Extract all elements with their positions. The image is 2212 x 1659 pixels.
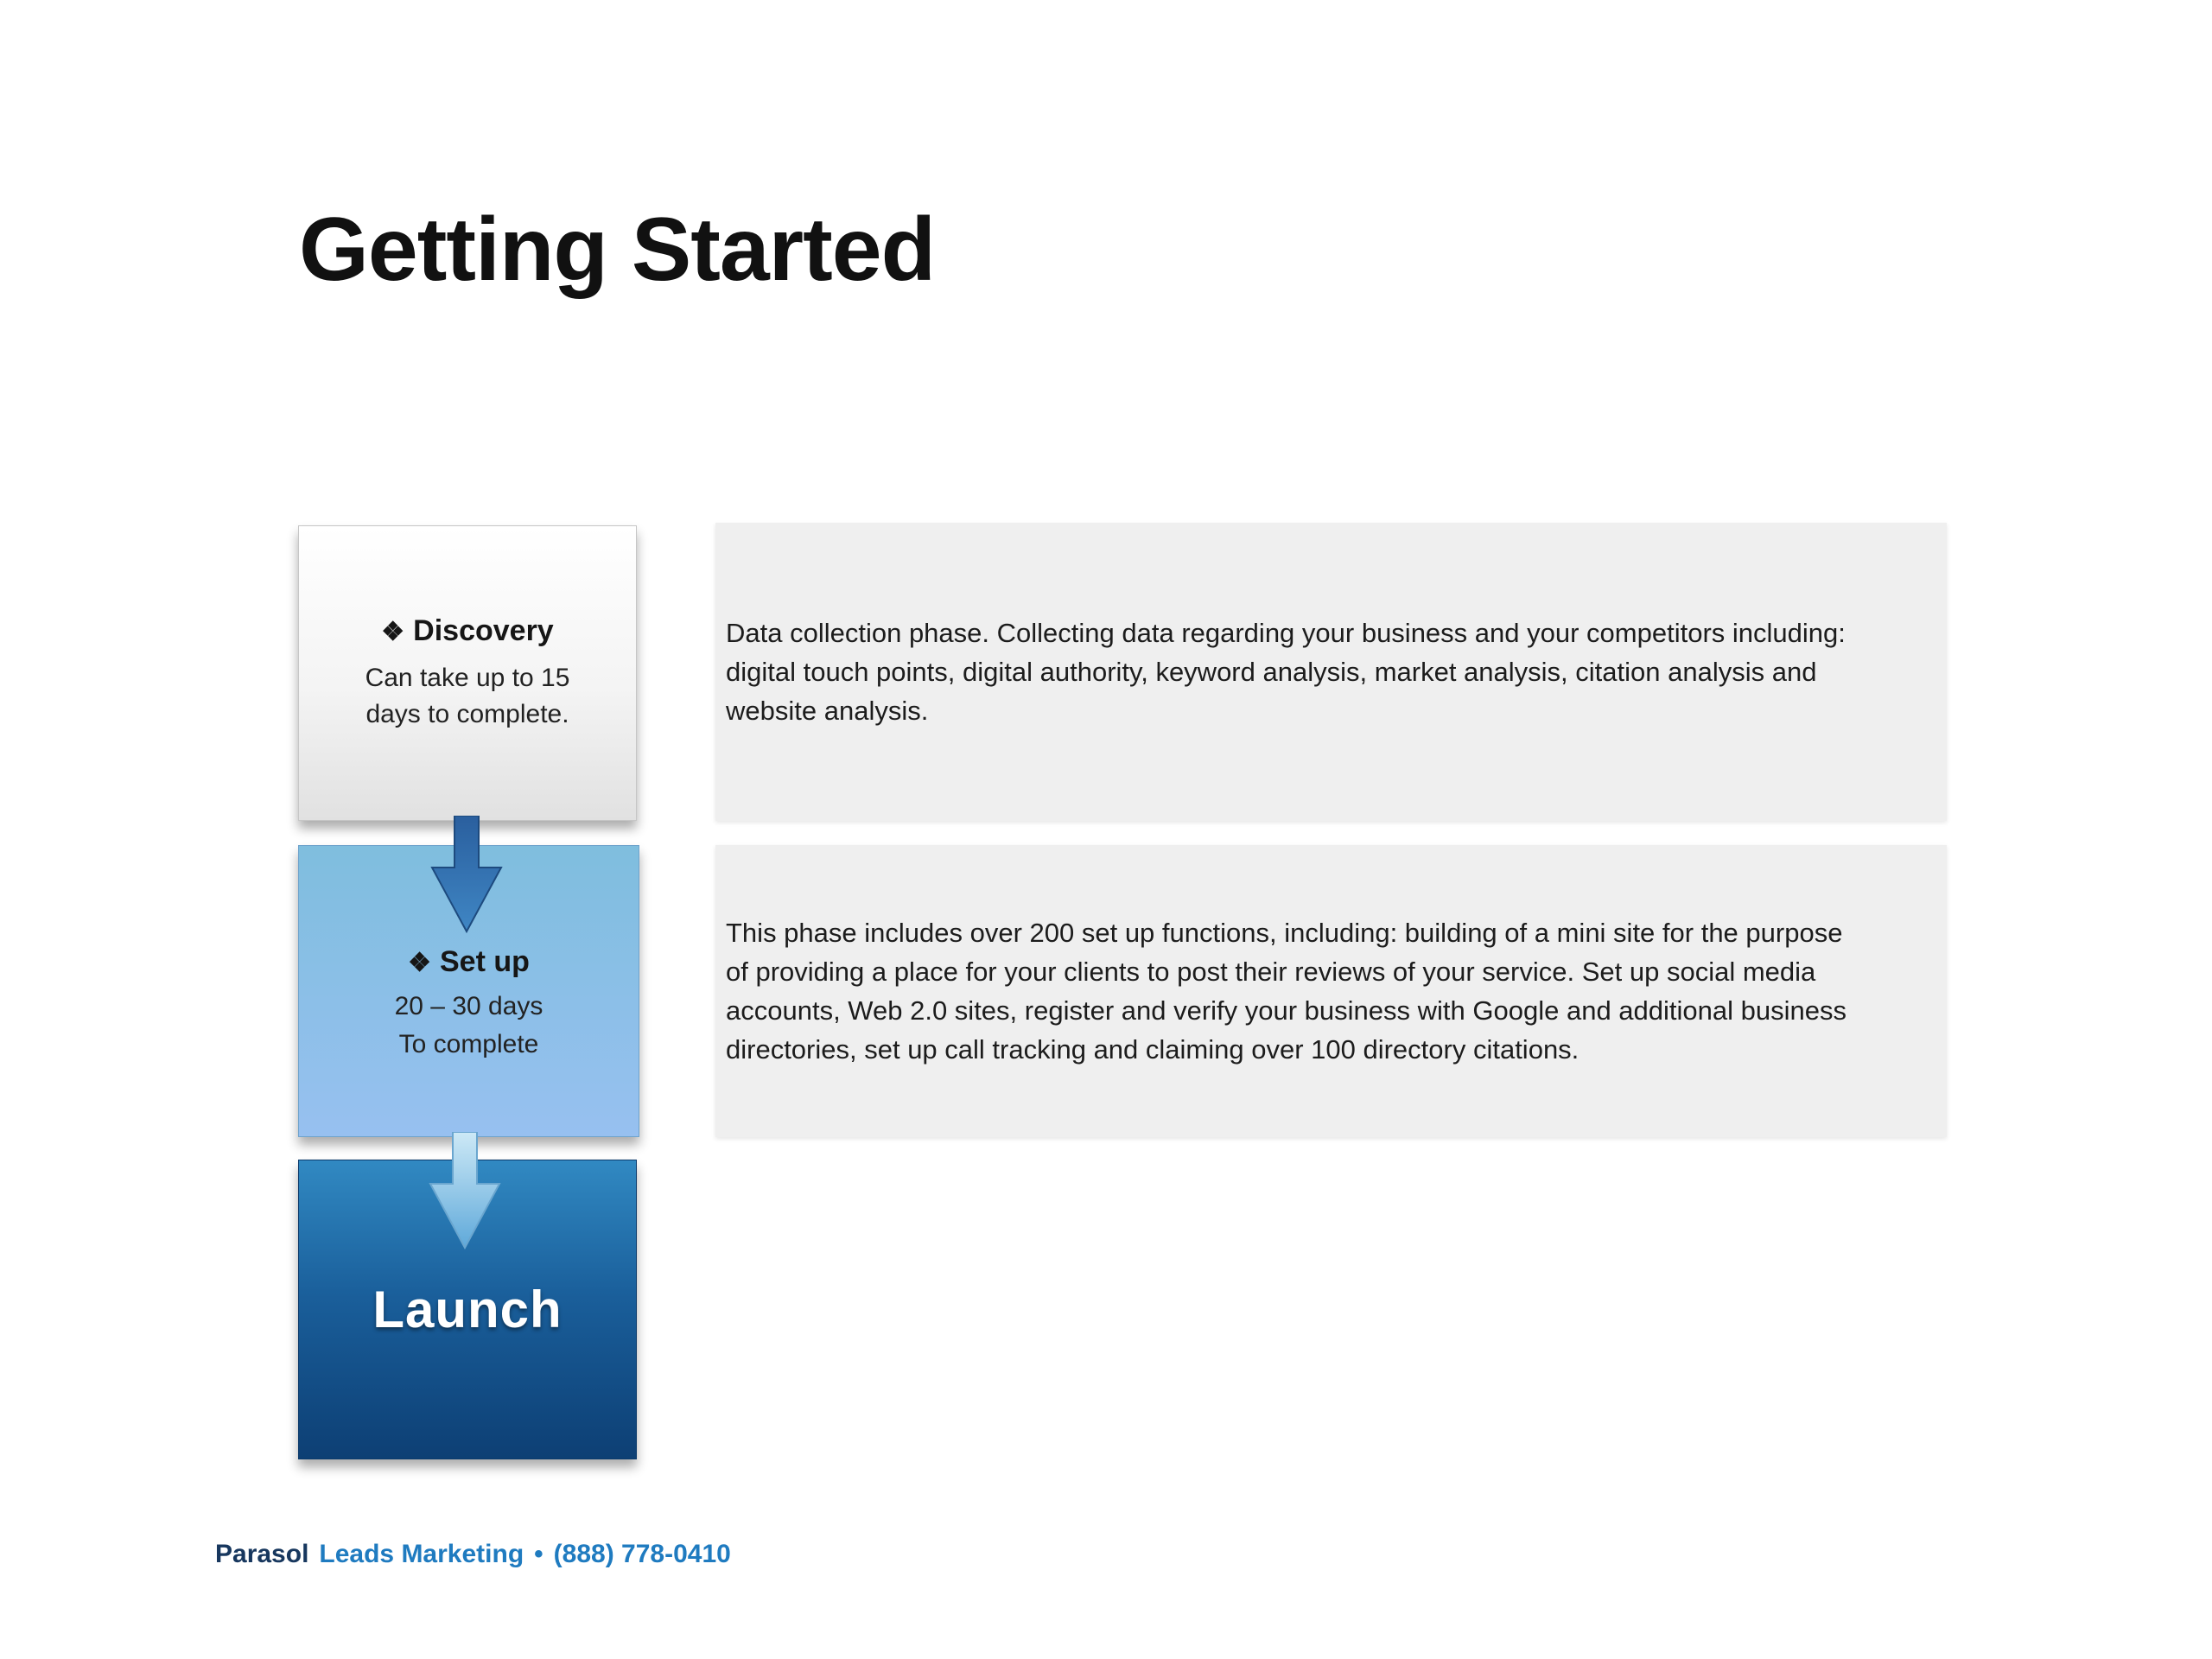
footer-brand: Parasol [215,1540,309,1568]
footer-separator: • [534,1540,543,1568]
page-title: Getting Started [299,200,936,300]
setup-subtitle [395,988,543,1064]
setup-heading [408,945,530,979]
discovery-description: Data collection phase. Collecting data regarding your business and your competitors including: digital touch points, digital authority, keyword analysis, market analysis, citation analysis and website analysis. [726,618,1846,726]
diamond-bullet-icon: ❖ [408,948,431,977]
diamond-bullet-icon: ❖ [381,617,405,646]
footer-phone: (888) 778-0410 [553,1540,731,1568]
down-arrow-icon [423,816,510,937]
discovery-heading [381,614,553,648]
description-panel-setup [715,845,1947,1137]
discovery-subtitle: Can take up to 15 days to complete. [365,663,570,728]
down-arrow-icon [422,1132,508,1253]
flow-step-discovery [298,525,637,821]
description-panel-discovery [715,523,1947,821]
footer [215,1540,731,1569]
launch-label: Launch [372,1281,563,1338]
footer-brand-suffix: Leads Marketing [319,1540,524,1568]
setup-description: This phase includes over 200 set up functions, including: building of a mini site for the purpose of providing a place for your clients to post their reviews of your service. Set up social media accounts, Web 2.0 sites, register and verify your business with Google and additional business directories, set up call tracking and claiming over 100 directory citations. [726,918,1847,1065]
discovery-label: Discovery [413,613,554,647]
setup-subtitle-line1: 20 – 30 days [394,991,543,1020]
setup-label: Set up [440,944,530,978]
setup-subtitle-line2: To complete [398,1029,539,1058]
